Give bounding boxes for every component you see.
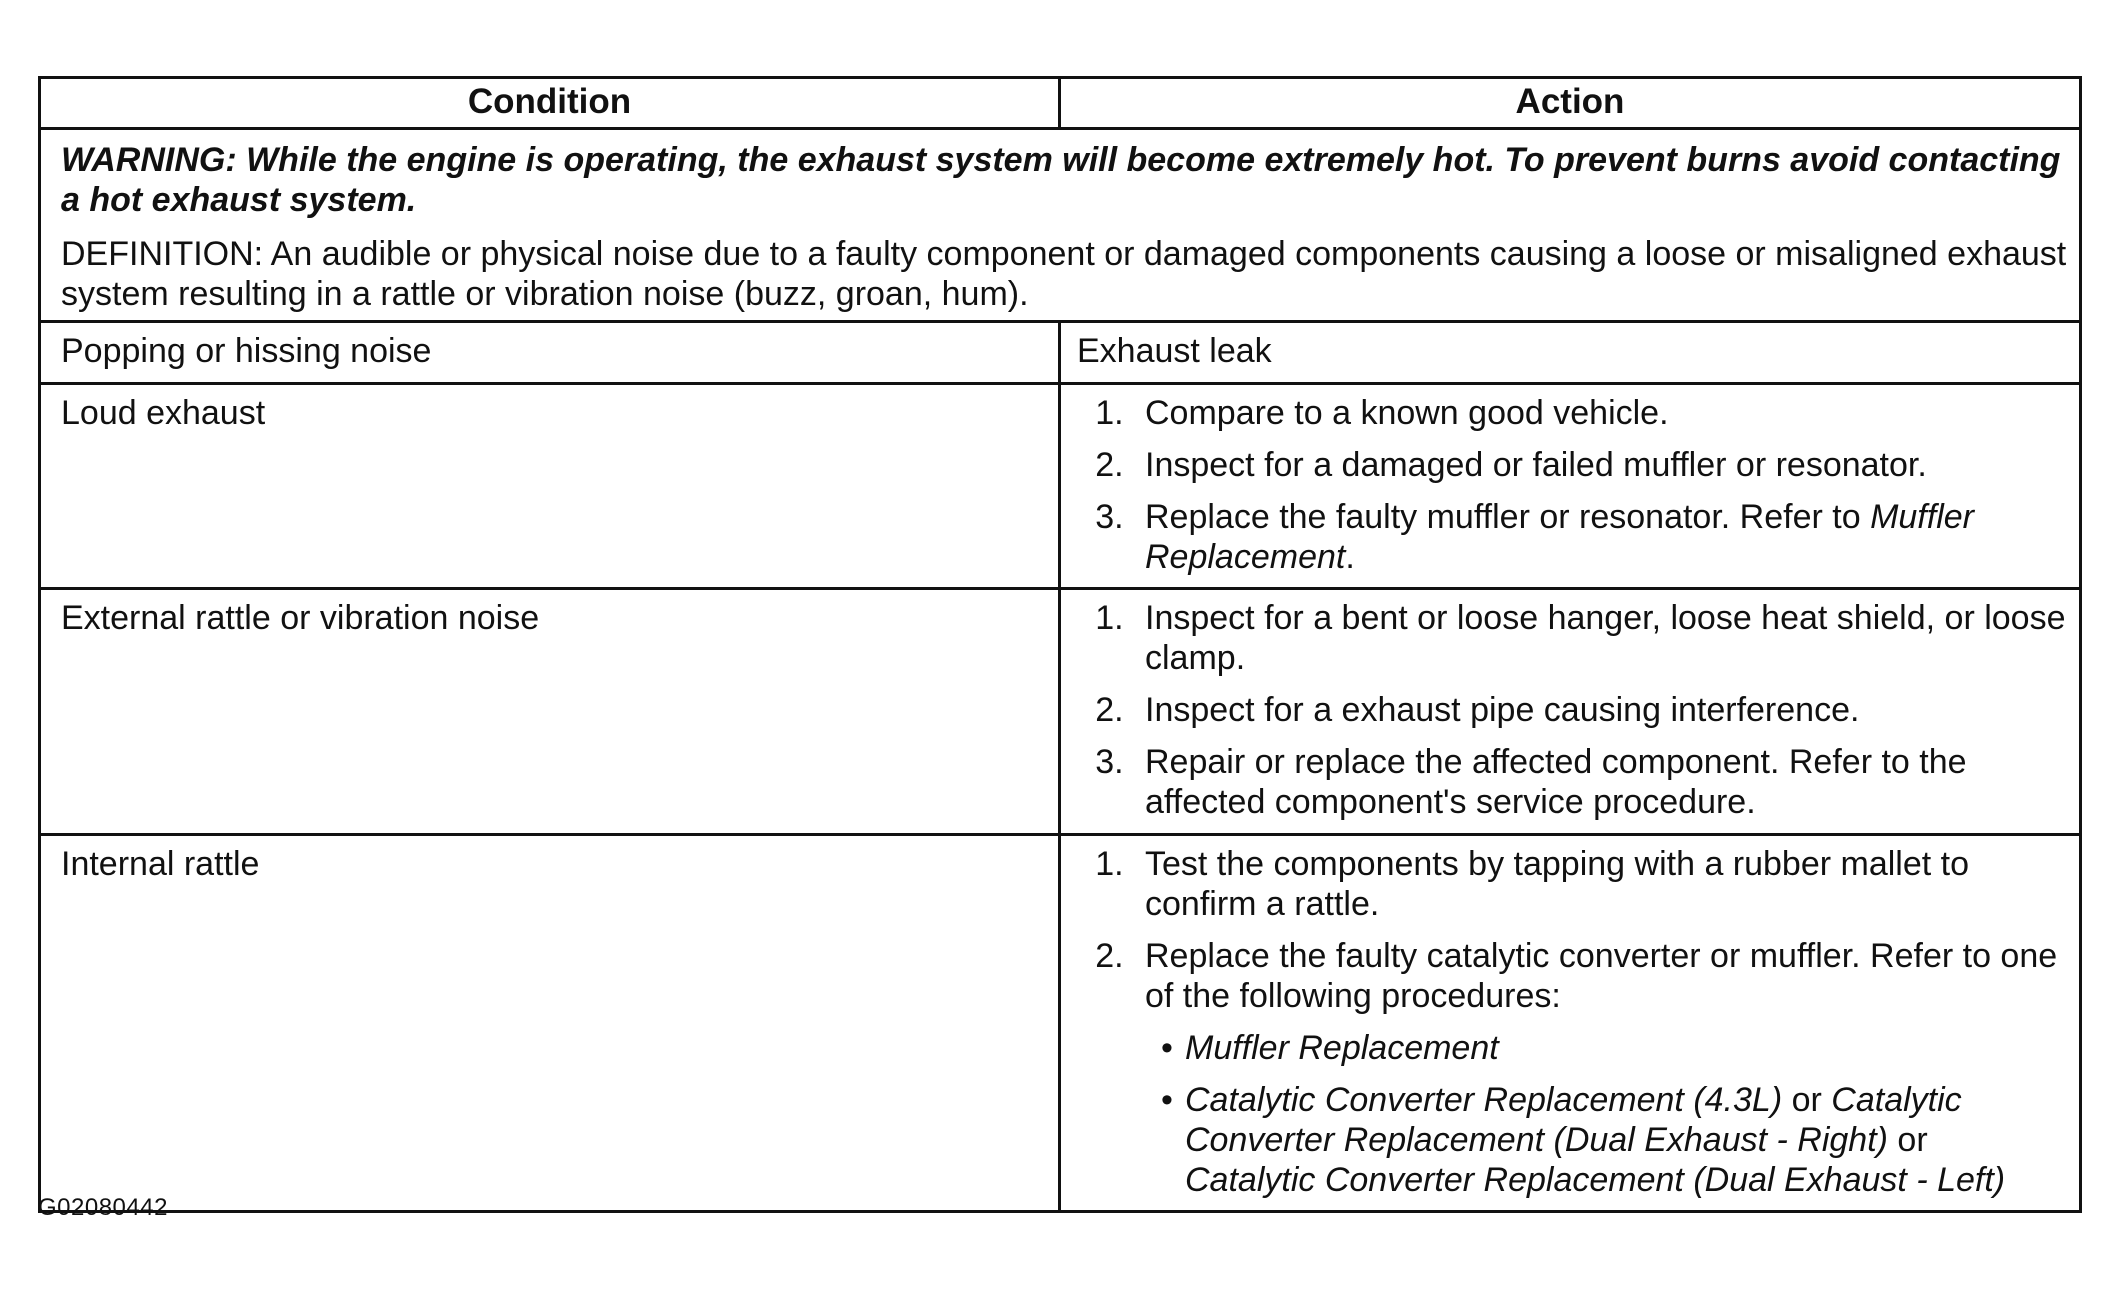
action-steps [1077, 844, 2067, 1201]
condition-cell: External rattle or vibration noise [40, 588, 1060, 834]
action-step [1133, 497, 2067, 577]
action-step [1133, 445, 2067, 485]
warning-text: WARNING: While the engine is operating, the exhaust system will become extremely hot. To prevent burns avoid contacting a hot exhaust system. [61, 141, 2061, 220]
warning-cell [40, 129, 2081, 322]
table-row [40, 383, 2081, 588]
procedure-reference: Catalytic Converter Replacement (Dual Exhaust - Right) [1185, 1081, 1962, 1160]
action-step [1133, 844, 2067, 924]
action-cell [1060, 588, 2081, 834]
action-steps [1077, 598, 2067, 823]
step-text: Repair or replace the affected component. Refer to the affected component's service procedure. [1145, 743, 1967, 822]
procedure-list-item [1161, 1080, 2067, 1200]
procedure-list-item [1161, 1028, 2067, 1068]
header-action: Action [1060, 78, 2081, 129]
warning-row [40, 129, 2081, 322]
step-text: Test the components by tapping with a rubber mallet to confirm a rattle. [1145, 844, 1970, 923]
table-header-row [40, 78, 2081, 129]
step-text: Compare to a known good vehicle. [1145, 393, 1669, 432]
definition-text: DEFINITION: An audible or physical noise due to a faulty component or damaged components causing a loose or misaligned exhaust system resulting in a rattle or vibration noise (buzz, groan, hum). [61, 235, 2067, 314]
or-text: or [1887, 1121, 1928, 1160]
step-text-end: . [1345, 537, 1355, 576]
action-step [1133, 598, 2067, 678]
diagnostic-table-container [38, 76, 2082, 1213]
action-cell: Exhaust leak [1060, 322, 2081, 383]
step-text: Inspect for a bent or loose hanger, loose heat shield, or loose clamp. [1145, 598, 2066, 678]
procedure-reference: Muffler Replacement [1185, 1028, 1499, 1067]
step-text: Inspect for a exhaust pipe causing interference. [1145, 691, 1860, 730]
condition-cell: Popping or hissing noise [40, 322, 1060, 383]
action-step [1133, 936, 2067, 1201]
step-text: Replace the faulty catalytic converter or muffler. Refer to one of the following procedures: [1145, 936, 2058, 1015]
action-step [1133, 690, 2067, 730]
table-row [40, 588, 2081, 834]
procedure-reference: Catalytic Converter Replacement (Dual Exhaust - Left) [1185, 1161, 2006, 1200]
action-cell [1060, 383, 2081, 588]
action-step [1133, 742, 2067, 822]
step-text: Inspect for a damaged or failed muffler or resonator. [1145, 445, 1927, 484]
figure-code: G02080442 [38, 1194, 168, 1221]
step-text: Replace the faulty muffler or resonator. Refer to [1145, 497, 1871, 536]
or-text: or [1782, 1081, 1832, 1120]
procedure-reference: Muffler Replacement [1145, 497, 1974, 576]
condition-cell: Internal rattle [40, 834, 1060, 1212]
procedure-reference: Catalytic Converter Replacement (4.3L) [1185, 1081, 1783, 1120]
diagnostic-table [38, 76, 2082, 1213]
table-row [40, 834, 2081, 1212]
header-condition: Condition [40, 78, 1060, 129]
procedure-list [1145, 1028, 2067, 1200]
action-cell [1060, 834, 2081, 1212]
action-steps [1077, 393, 2067, 577]
action-step [1133, 393, 2067, 433]
table-row [40, 322, 2081, 383]
condition-cell: Loud exhaust [40, 383, 1060, 588]
